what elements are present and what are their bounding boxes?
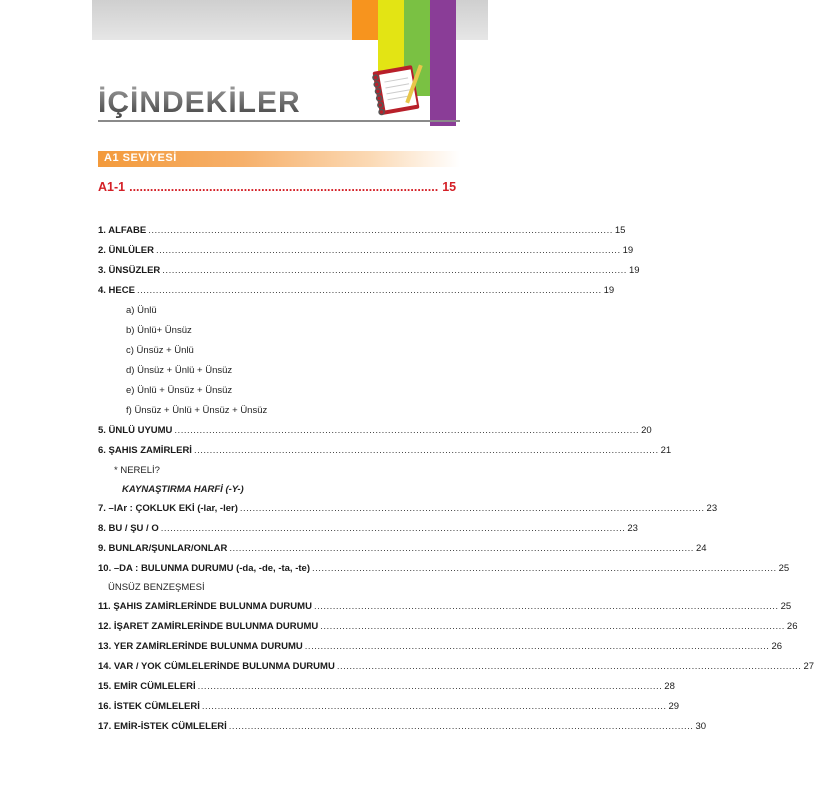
- entry-label: 3. ÜNSÜZLER: [98, 265, 161, 276]
- entry-page: 27: [803, 661, 814, 672]
- toc-entry[interactable]: [98, 265, 640, 279]
- entry-label: 17. EMİR-İSTEK CÜMLELERİ: [98, 721, 227, 732]
- hece-item[interactable]: b) Ünlü+ Ünsüz: [126, 325, 192, 336]
- entry-label: 2. ÜNLÜLER: [98, 245, 154, 256]
- leader-dots: ....................................................................................................................................................: [239, 503, 705, 514]
- hece-item[interactable]: e) Ünlü + Ünsüz + Ünsüz: [126, 385, 233, 396]
- entry-page: 19: [622, 245, 634, 256]
- entry-page: 25: [780, 601, 792, 612]
- entry-label: 12. İŞARET ZAMİRLERİNDE BULUNMA DURUMU: [98, 621, 319, 632]
- title-underline: [98, 120, 460, 122]
- entry-page: 30: [695, 721, 707, 732]
- entry-label: 10. –DA : BULUNMA DURUMU (-da, -de, -ta, -te): [98, 563, 310, 574]
- toc-entry[interactable]: [98, 425, 652, 439]
- toc-entry[interactable]: [98, 661, 814, 675]
- stripe-purple: [430, 0, 456, 126]
- nereli-note[interactable]: * NERELİ?: [114, 465, 160, 476]
- entry-label: 13. YER ZAMİRLERİNDE BULUNMA DURUMU: [98, 641, 303, 652]
- entry-page: 20: [641, 425, 652, 436]
- leader-dots: ....................................................................................................................................................: [336, 661, 802, 672]
- toc-entry[interactable]: [98, 445, 672, 459]
- unit-page: 15: [442, 180, 457, 194]
- entry-label: 7. –lAr : ÇOKLUK EKİ (-lar, -ler): [98, 503, 238, 514]
- toc-entry[interactable]: [98, 225, 626, 239]
- entry-label: 9. BUNLAR/ŞUNLAR/ONLAR: [98, 543, 228, 554]
- kaynastirma-note[interactable]: KAYNAŞTIRMA HARFİ (-Y-): [122, 484, 244, 495]
- entry-page: 29: [668, 701, 680, 712]
- level-label: A1 SEVİYESİ: [104, 152, 177, 164]
- leader-dots: ....................................................................................................................................................: [155, 245, 621, 256]
- leader-dots: ....................................................................................................................................................: [162, 265, 627, 276]
- leader-dots: ....................................................................................................................................................: [193, 445, 659, 456]
- leader-dots: ....................................................................................................................................................: [228, 721, 694, 732]
- leader-dots: ....................................................................................................................................................: [304, 641, 770, 652]
- leader-dots: ....................................................................................................................................................: [160, 523, 626, 534]
- toc-entry[interactable]: [98, 681, 675, 695]
- unsuz-benzesmesi-note[interactable]: ÜNSÜZ BENZEŞMESİ: [108, 582, 205, 593]
- hece-item[interactable]: c) Ünsüz + Ünlü: [126, 345, 194, 356]
- entry-label: 8. BU / ŞU / O: [98, 523, 159, 534]
- leader-dots: ....................................................................................................................................................: [197, 681, 663, 692]
- entry-label: 11. ŞAHIS ZAMİRLERİNDE BULUNMA DURUMU: [98, 601, 312, 612]
- entry-page: 26: [786, 621, 798, 632]
- page-title: İÇİNDEKİLER: [98, 86, 301, 119]
- entry-page: 19: [628, 265, 640, 276]
- notebook-icon: [368, 62, 426, 118]
- leader-dots: ....................................................................................................................................................: [229, 543, 694, 554]
- leader-dots: ....................................................................................................................................................: [201, 701, 667, 712]
- leader-dots: ....................................................................................................................................................: [174, 425, 640, 436]
- unit-dots: .........................................................................................: [129, 180, 439, 194]
- unit-row[interactable]: [98, 180, 457, 196]
- hece-item[interactable]: d) Ünsüz + Ünlü + Ünsüz: [126, 365, 233, 376]
- toc-entry[interactable]: [98, 563, 790, 577]
- entry-page: 15: [614, 225, 626, 236]
- entry-page: 19: [603, 285, 615, 296]
- entry-label: 15. EMİR CÜMLELERİ: [98, 681, 196, 692]
- hece-item[interactable]: a) Ünlü: [126, 305, 157, 316]
- hece-item[interactable]: f) Ünsüz + Ünlü + Ünsüz + Ünsüz: [126, 405, 268, 416]
- entry-page: 28: [664, 681, 675, 692]
- entry-page: 21: [660, 445, 672, 456]
- toc-entry[interactable]: [98, 285, 615, 299]
- entry-label: 4. HECE: [98, 285, 135, 296]
- leader-dots: ....................................................................................................................................................: [320, 621, 785, 632]
- toc-entry[interactable]: [98, 621, 798, 635]
- toc-entry[interactable]: [98, 543, 707, 557]
- toc-entry[interactable]: [98, 245, 634, 259]
- entry-label: 1. ALFABE: [98, 225, 147, 236]
- leader-dots: ....................................................................................................................................................: [313, 601, 779, 612]
- entry-page: 24: [695, 543, 707, 554]
- leader-dots: ....................................................................................................................................................: [312, 563, 777, 574]
- toc-entry[interactable]: [98, 721, 707, 735]
- toc-entry[interactable]: [98, 601, 792, 615]
- entry-page: 23: [706, 503, 718, 514]
- toc-entry[interactable]: [98, 641, 783, 655]
- unit-label: A1-1: [98, 180, 126, 194]
- stripe-orange: [352, 0, 378, 40]
- entry-page: 25: [778, 563, 790, 574]
- entry-page: 23: [627, 523, 638, 534]
- toc-entry[interactable]: [98, 523, 638, 537]
- entry-label: 16. İSTEK CÜMLELERİ: [98, 701, 200, 712]
- entry-label: 14. VAR / YOK CÜMLELERİNDE BULUNMA DURUMU: [98, 661, 335, 672]
- toc-entry[interactable]: [98, 701, 680, 715]
- toc-entry[interactable]: [98, 503, 718, 517]
- entry-page: 26: [771, 641, 783, 652]
- leader-dots: ....................................................................................................................................................: [148, 225, 613, 236]
- entry-label: 5. ÜNLÜ UYUMU: [98, 425, 173, 436]
- entry-label: 6. ŞAHIS ZAMİRLERİ: [98, 445, 192, 456]
- leader-dots: ....................................................................................................................................................: [136, 285, 602, 296]
